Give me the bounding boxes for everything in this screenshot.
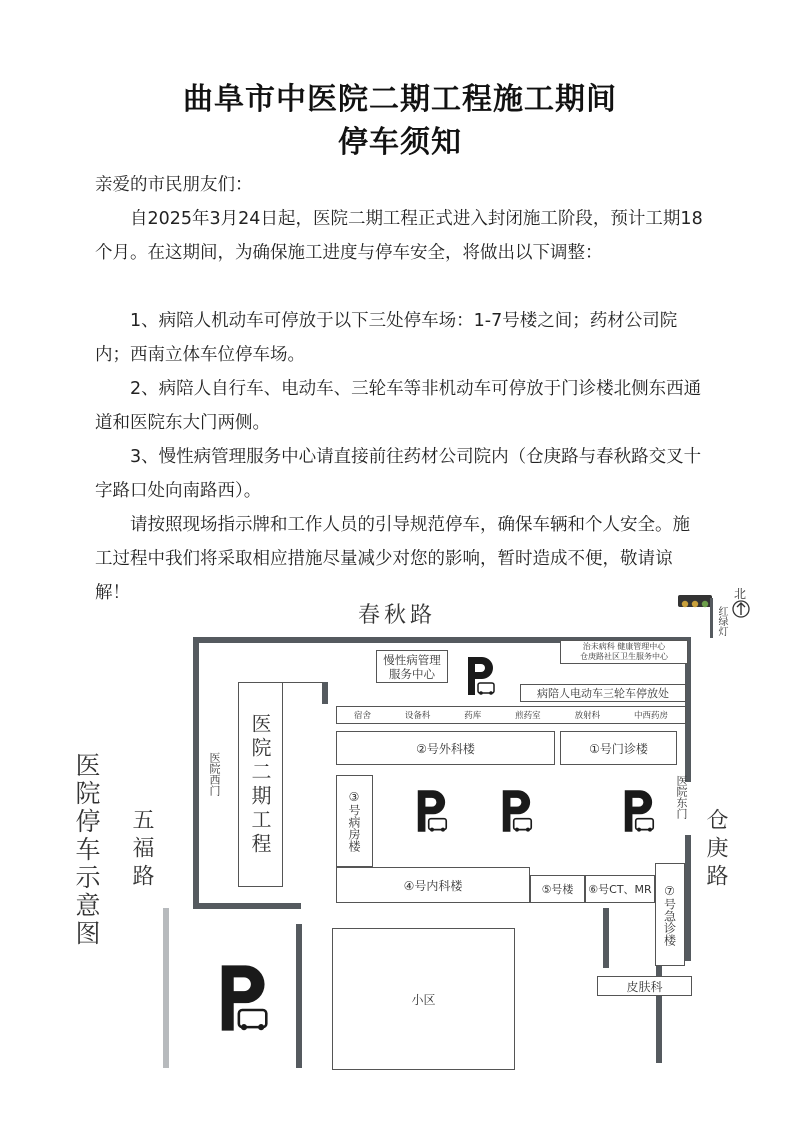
west-wall-south [163,908,169,1068]
item-3: 3、慢性病管理服务中心请直接前往药材公司院内（仓庚路与春秋路交叉十字路口处向南路西）。 [95,447,702,501]
residential-community: 小区 [332,928,515,1070]
inner-wall-sw-vertical [296,924,302,1068]
strip-decoction: 煎药室 [515,711,541,721]
chronic-disease-center: 慢性病管理服务中心 [376,650,448,683]
east-wall-south [656,955,662,1063]
building-2-surgery: ②号外科楼 [336,731,555,765]
building-3-ward: ③号病房楼 [336,775,373,867]
parking-icon [466,655,496,701]
compass-label: 北 [734,587,747,601]
building-1-outpatient: ①号门诊楼 [560,731,677,765]
strip-dormitory: 宿舍 [353,711,371,721]
road-west: 五福路 [129,808,154,892]
parking-icon [500,788,534,838]
page-title-line2: 停车须知 [338,125,462,160]
health-center-line2: 仓庚路社区卫生服务中心 [580,652,668,661]
east-gate-label: 医院东门 [675,775,688,819]
traffic-light-icon [678,595,712,607]
inner-wall-n [322,682,328,704]
item-2: 2、病陪人自行车、电动车、三轮车等非机动车可停放于门诊楼北侧东西通道和医院东大门两侧。 [95,379,702,433]
traffic-light-pole [710,598,713,638]
parking-icon [622,788,656,838]
inner-wall-sw [193,903,301,909]
west-wall [193,637,199,907]
building-4-internal: ④号内科楼 [336,867,530,903]
inner-wall-se [603,908,609,968]
dermatology: 皮肤科 [597,976,692,996]
strip-equipment: 设备科 [404,711,431,721]
building-5: ⑤号楼 [530,875,585,903]
strip-radiology: 放射科 [574,711,601,721]
building-6-ct-mr: ⑥号CT、MR [585,875,655,903]
service-strip [336,706,686,724]
north-arrow-icon [732,600,750,618]
intro-paragraph: 自2025年3月24日起，医院二期工程正式进入封闭施工阶段，预计工期18个月。在这期间，为确保施工进度与停车安全，将做出以下调整： [95,209,703,263]
parking-icon [415,788,449,838]
health-center [560,640,688,664]
road-north: 春秋路 [358,603,437,628]
phase2-construction: 医院二期工程 [238,682,283,887]
building-7-emergency: ⑦号急诊楼 [655,863,685,966]
east-wall-mid [685,835,691,955]
item-1: 1、病陪人机动车可停放于以下三处停车场：1-7号楼之间；药材公司院内；西南立体车位停车场。 [95,311,678,365]
map-title: 医院停车示意图 [72,752,101,948]
road-east: 仓庚路 [703,808,728,892]
greeting: 亲爱的市民朋友们： [95,175,253,195]
strip-pharmacy: 中西药房 [633,711,668,721]
ebike-parking-area: 病陪人电动车三轮车停放处 [520,684,686,702]
page-title-line1: 曲阜市中医院二期工程施工期间 [183,82,617,117]
strip-pharmacy-store: 药库 [464,711,482,721]
closing-paragraph: 请按照现场指示牌和工作人员的引导规范停车，确保车辆和个人安全。施工过程中我们将采取相应措施尽量减少对您的影响，暂时造成不便，敬请谅解！ [95,515,690,603]
phase2-roof-line [283,682,323,683]
health-center-line1: 治未病科 健康管理中心 [582,642,666,651]
west-gate-label: 医院西门 [208,752,221,796]
parking-icon [218,962,270,1038]
traffic-light-label: 红绿灯 [716,606,727,636]
